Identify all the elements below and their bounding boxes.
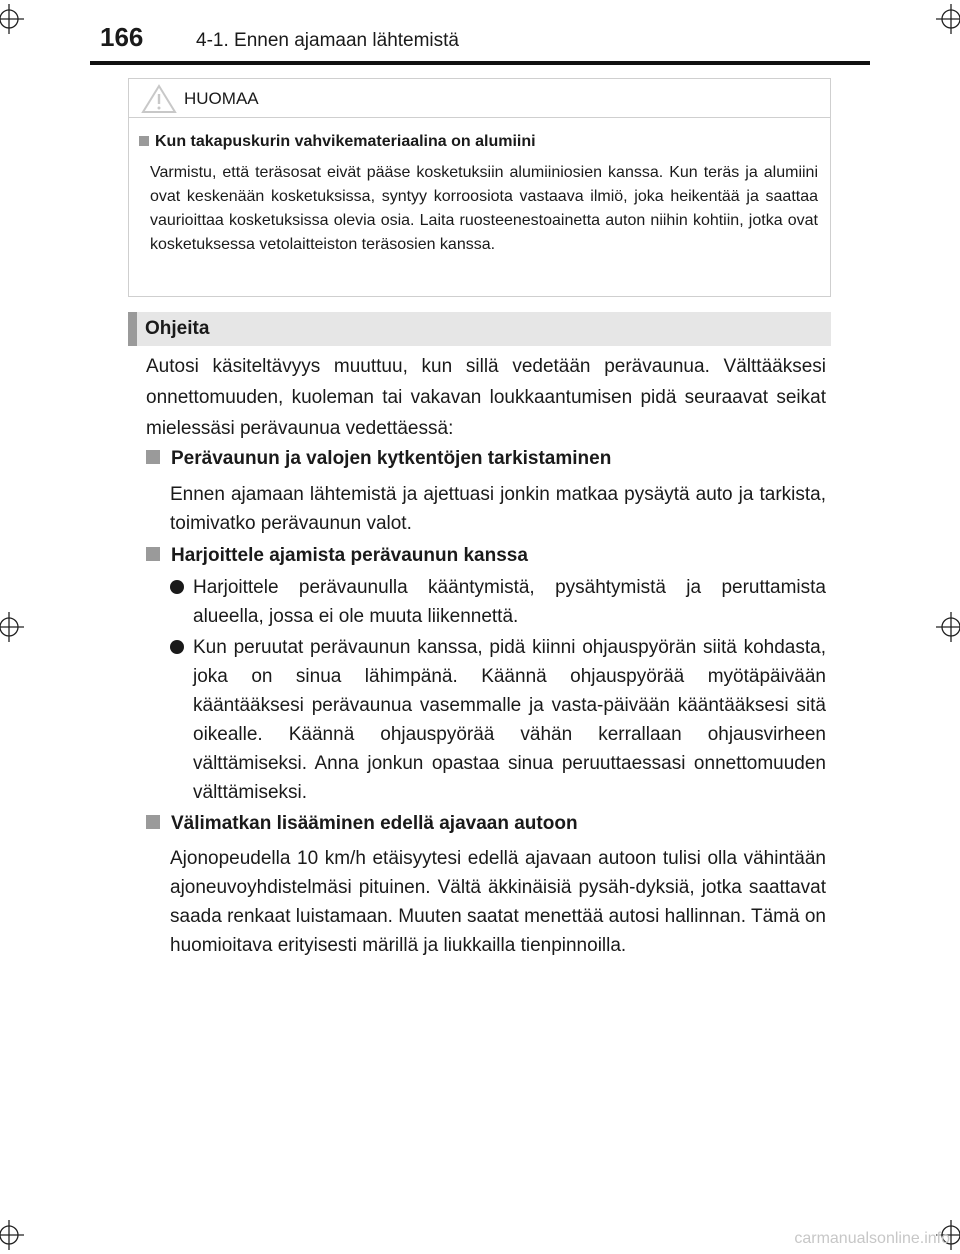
item-heading (146, 448, 611, 470)
section-header (128, 312, 831, 346)
item-heading-text: Välimatkan lisääminen edellä ajavaan autoon (171, 813, 578, 834)
square-bullet-icon (146, 547, 160, 561)
notice-title: HUOMAA (184, 89, 259, 108)
item-heading (146, 813, 578, 835)
item-paragraph: Ennen ajamaan lähtemistä ja ajettuasi jonkin matkaa pysäytä auto ja tarkista, toimivatko perävaunun valot. (170, 484, 826, 534)
item-heading-text: Perävaunun ja valojen kytkentöjen tarkistaminen (171, 448, 612, 469)
crop-mark-icon (0, 612, 24, 642)
square-bullet-icon (146, 450, 160, 464)
notice-body: Varmistu, että teräsosat eivät pääse kosketuksiin alumiiniosien kanssa. Kun teräs ja alumiini ovat keskenään kosketuksissa, syntyy korroosiota vastaava ilmiö, joka heikentää ja saattaa vaurioittaa kosketuksissa olevia osia. Laita ruosteenestoainetta auton niihin kohtiin, jotka ovat kosketuksessa vetolaitteiston teräsosien kanssa. (150, 164, 818, 253)
crop-mark-icon (936, 612, 960, 642)
bullet-text: Harjoittele perävaunulla kääntymistä, pysähtymistä ja peruttamista alueella, jossa ei ole muuta liikennettä. (193, 577, 826, 627)
item-heading-text: Harjoittele ajamista perävaunun kanssa (171, 545, 528, 566)
round-bullet-icon (170, 580, 184, 594)
notice-header (129, 79, 830, 118)
watermark: carmanualsonline.info (794, 1230, 950, 1247)
notice-subheading-text: Kun takapuskurin vahvikemateriaalina on alumiini (155, 133, 536, 150)
crop-mark-icon (0, 1220, 24, 1250)
notice-subheading (139, 133, 536, 151)
square-bullet-icon (139, 136, 149, 146)
crop-mark-icon (0, 4, 24, 34)
intro-paragraph: Autosi käsiteltävyys muuttuu, kun sillä vedetään perävaunua. Välttääksesi onnettomuuden, kuoleman tai vakavan loukkaantumisen pidä seuraavat seikat mielessäsi perävaunua vedettäessä: (146, 356, 826, 439)
crop-mark-icon (936, 4, 960, 34)
chapter-title: 4-1. Ennen ajamaan lähtemistä (196, 30, 459, 51)
header-rule (90, 61, 870, 65)
item-paragraph: Ajonopeudella 10 km/h etäisyytesi edellä ajavaan autoon tulisi olla vähintään ajoneuvoyhdistelmäsi pituinen. Vältä äkkinäisiä pysäh-dyksiä, jotka saattavat saada renkaat luistamaan. Muuten saatat menettää autosi hallinnan. Tämä on huomioitava erityisesti märillä ja liukkailla tienpinnoilla. (170, 848, 826, 956)
page-number: 166 (100, 22, 144, 52)
item-heading (146, 545, 528, 567)
round-bullet-icon (170, 640, 184, 654)
bullet-text: Kun peruutat perävaunun kanssa, pidä kiinni ohjauspyörän siitä kohdasta, joka on sinua lähimpänä. Käännä ohjauspyörää myötäpäivään kääntääksesi perävaunua vasemmalle ja vasta-päivään kääntääksesi sitä oikealle. Käännä ohjauspyörää vähän kerrallaan ohjausvirheen välttämiseksi. Anna jonkun opastaa sinua peruuttaessasi onnettomuuden välttämiseksi. (193, 637, 826, 803)
notice-box (128, 78, 831, 297)
warning-triangle-icon (141, 84, 177, 114)
section-title: Ohjeita (145, 318, 210, 339)
square-bullet-icon (146, 815, 160, 829)
